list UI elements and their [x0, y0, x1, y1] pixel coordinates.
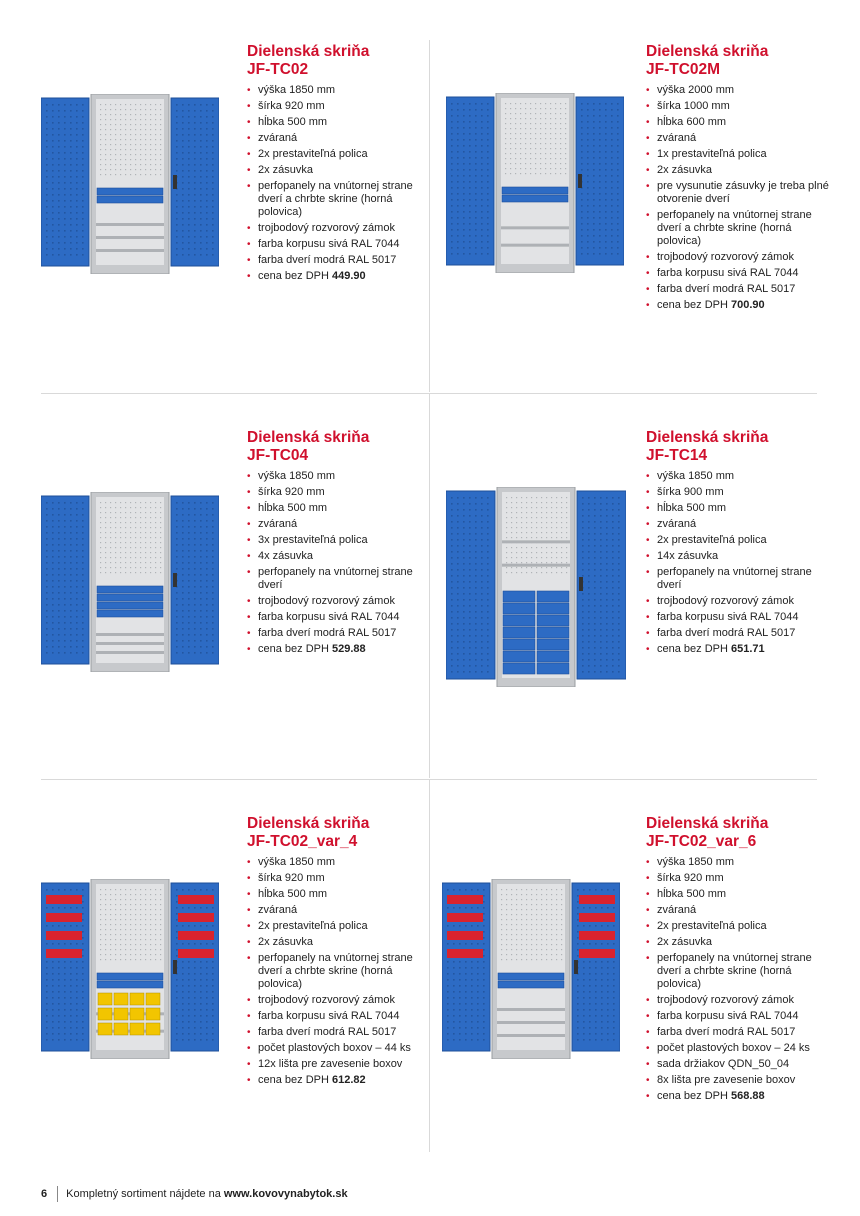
plastic-box	[178, 895, 214, 904]
drawer	[503, 615, 535, 626]
spec-item: • 2x zásuvka	[646, 936, 836, 949]
price-item	[247, 270, 437, 283]
shelf	[501, 226, 569, 229]
price-value: 700.90	[731, 299, 765, 311]
drawer	[97, 610, 163, 617]
price-item	[646, 299, 836, 312]
price-value: 449.90	[332, 270, 366, 282]
drawer	[97, 602, 163, 609]
spec-list	[646, 470, 836, 656]
spec-item: • 2x zásuvka	[646, 164, 836, 177]
spec-item: • šírka 900 mm	[646, 486, 836, 499]
lock-handle	[173, 573, 177, 587]
drawer	[537, 651, 569, 662]
shelf	[96, 642, 164, 645]
cabinet-image	[442, 879, 620, 1059]
spec-item: • farba dverí modrá RAL 5017	[646, 283, 836, 296]
spec-item: • farba korpusu sivá RAL 7044	[247, 1010, 437, 1023]
spec-item: • výška 2000 mm	[646, 84, 836, 97]
page-footer	[41, 1186, 348, 1202]
spec-item: • zváraná	[646, 904, 836, 917]
lock-handle	[173, 175, 177, 189]
drawer	[498, 981, 564, 988]
spec-item: • zváraná	[646, 132, 836, 145]
plastic-box	[579, 949, 615, 958]
price-label: cena bez DPH	[657, 299, 728, 311]
spec-item: • zváraná	[247, 518, 437, 531]
plastic-box	[178, 913, 214, 922]
spec-item: • trojbodový rozvorový zámok	[646, 994, 836, 1007]
product-card	[440, 43, 840, 403]
footer-text: Kompletný sortiment nájdete na	[66, 1188, 221, 1200]
drawer	[97, 973, 163, 980]
spec-item: • hĺbka 500 mm	[247, 888, 437, 901]
spec-item: • perfopanely na vnútornej strane dverí a chrbte skrine (horná polovica)	[247, 952, 437, 991]
lock-handle	[578, 174, 582, 188]
spec-item: • farba dverí modrá RAL 5017	[247, 254, 437, 267]
product-info	[646, 815, 836, 1106]
plastic-box	[46, 931, 82, 940]
plastic-box	[178, 931, 214, 940]
spec-list	[646, 84, 836, 312]
spec-item: • 2x prestaviteľná polica	[247, 920, 437, 933]
spec-item: • šírka 920 mm	[247, 486, 437, 499]
price-item	[646, 643, 836, 656]
plastic-box	[447, 913, 483, 922]
product-model: JF-TC04	[247, 447, 309, 464]
plastic-box	[146, 993, 160, 1005]
spec-item: • výška 1850 mm	[247, 470, 437, 483]
spec-list	[646, 856, 836, 1103]
plastic-box	[114, 1008, 128, 1020]
shelf	[96, 651, 164, 654]
spec-item: • 2x zásuvka	[247, 164, 437, 177]
product-info	[247, 429, 437, 659]
price-value: 612.82	[332, 1074, 366, 1086]
spec-item: • farba dverí modrá RAL 5017	[646, 627, 836, 640]
product-model: JF-TC02	[247, 61, 309, 78]
spec-item: • hĺbka 500 mm	[247, 502, 437, 515]
spec-item: • trojbodový rozvorový zámok	[646, 251, 836, 264]
spec-item: • farba korpusu sivá RAL 7044	[646, 611, 836, 624]
product-card	[41, 43, 441, 403]
shelf	[497, 1008, 565, 1011]
product-model: JF-TC14	[646, 447, 708, 464]
plastic-box	[114, 1023, 128, 1035]
plastic-box	[130, 1023, 144, 1035]
product-card	[41, 429, 441, 789]
price-label: cena bez DPH	[657, 643, 728, 655]
product-card	[41, 815, 441, 1175]
lock-handle	[574, 960, 578, 974]
drawer	[97, 981, 163, 988]
product-card	[440, 815, 840, 1175]
plastic-box	[46, 895, 82, 904]
spec-item: • šírka 920 mm	[247, 100, 437, 113]
price-item	[247, 643, 437, 656]
drawer	[537, 639, 569, 650]
plastic-box	[447, 895, 483, 904]
lock-handle	[579, 577, 583, 591]
spec-item: • 8x lišta pre zavesenie boxov	[646, 1074, 836, 1087]
product-model: JF-TC02_var_4	[247, 833, 358, 850]
product-title-line1: Dielenská skriňa	[646, 429, 769, 446]
page-number: 6	[41, 1188, 48, 1200]
plastic-box	[447, 949, 483, 958]
drawer	[503, 603, 535, 614]
spec-item: • 3x prestaviteľná polica	[247, 534, 437, 547]
spec-item: • trojbodový rozvorový zámok	[247, 595, 437, 608]
product-title	[646, 43, 836, 79]
plastic-box	[146, 1023, 160, 1035]
product-model: JF-TC02_var_6	[646, 833, 757, 850]
spec-item: • výška 1850 mm	[247, 856, 437, 869]
price-value: 651.71	[731, 643, 765, 655]
price-label: cena bez DPH	[657, 1090, 728, 1102]
product-info	[646, 43, 836, 315]
plastic-box	[579, 913, 615, 922]
drawer	[97, 196, 163, 203]
spec-item: • farba korpusu sivá RAL 7044	[646, 1010, 836, 1023]
spec-item: • perfopanely na vnútornej strane dverí	[646, 566, 836, 592]
drawer	[502, 195, 568, 202]
spec-item: • hĺbka 500 mm	[646, 888, 836, 901]
product-title	[247, 429, 437, 465]
drawer	[503, 591, 535, 602]
cabinet-interior	[497, 884, 565, 1050]
spec-item: • perfopanely na vnútornej strane dverí a chrbte skrine (horná polovica)	[247, 180, 437, 219]
cabinet-image	[41, 492, 219, 672]
product-title-line1: Dielenská skriňa	[247, 43, 370, 60]
spec-item: • farba dverí modrá RAL 5017	[646, 1026, 836, 1039]
spec-item: • farba dverí modrá RAL 5017	[247, 627, 437, 640]
spec-item: • farba korpusu sivá RAL 7044	[247, 238, 437, 251]
drawer	[97, 188, 163, 195]
spec-item: • počet plastových boxov – 24 ks	[646, 1042, 836, 1055]
spec-item: • 4x zásuvka	[247, 550, 437, 563]
plastic-box	[46, 913, 82, 922]
drawer	[503, 651, 535, 662]
product-title-line1: Dielenská skriňa	[646, 815, 769, 832]
spec-item: • hĺbka 600 mm	[646, 116, 836, 129]
cabinet-interior	[501, 98, 569, 264]
drawer	[97, 586, 163, 593]
price-label: cena bez DPH	[258, 643, 329, 655]
drawer	[537, 603, 569, 614]
drawer	[537, 663, 569, 674]
spec-item: • šírka 920 mm	[646, 872, 836, 885]
shelf	[96, 249, 164, 252]
cabinet-interior	[96, 497, 164, 663]
price-value: 568.88	[731, 1090, 765, 1102]
spec-item: • farba dverí modrá RAL 5017	[247, 1026, 437, 1039]
spec-item: • hĺbka 500 mm	[247, 116, 437, 129]
drawer	[97, 594, 163, 601]
spec-item: • perfopanely na vnútornej strane dverí a chrbte skrine (horná polovica)	[646, 952, 836, 991]
drawer	[537, 615, 569, 626]
cabinet-image	[41, 94, 219, 274]
plastic-box	[130, 993, 144, 1005]
plastic-box	[579, 931, 615, 940]
drawer	[503, 639, 535, 650]
spec-item: • farba korpusu sivá RAL 7044	[247, 611, 437, 624]
spec-list	[247, 856, 437, 1087]
drawer	[498, 973, 564, 980]
product-title	[247, 815, 437, 851]
spec-item: • zváraná	[646, 518, 836, 531]
spec-item: • 2x zásuvka	[247, 936, 437, 949]
plastic-box	[178, 949, 214, 958]
right-door	[577, 491, 626, 679]
plastic-box	[46, 949, 82, 958]
shelf	[96, 223, 164, 226]
drawer	[537, 627, 569, 638]
product-info	[247, 43, 437, 286]
spec-item: • počet plastových boxov – 44 ks	[247, 1042, 437, 1055]
footer-divider	[57, 1186, 58, 1202]
spec-item: • hĺbka 500 mm	[646, 502, 836, 515]
product-title	[646, 815, 836, 851]
shelf	[502, 564, 570, 567]
drawer	[503, 663, 535, 674]
price-value: 529.88	[332, 643, 366, 655]
product-title	[646, 429, 836, 465]
price-item	[247, 1074, 437, 1087]
spec-item: • 2x prestaviteľná polica	[646, 920, 836, 933]
spec-item: • pre vysunutie zásuvky je treba plné otvorenie dverí	[646, 180, 836, 206]
product-title-line1: Dielenská skriňa	[247, 815, 370, 832]
cabinet-image	[41, 879, 219, 1059]
spec-item: • perfopanely na vnútornej strane dverí	[247, 566, 437, 592]
spec-item: • výška 1850 mm	[646, 470, 836, 483]
product-card	[440, 429, 840, 789]
price-label: cena bez DPH	[258, 270, 329, 282]
spec-item: • perfopanely na vnútornej strane dverí a chrbte skrine (horná polovica)	[646, 209, 836, 248]
plastic-box	[98, 1023, 112, 1035]
plastic-box	[146, 1008, 160, 1020]
spec-item: • šírka 1000 mm	[646, 100, 836, 113]
cabinet-image	[446, 93, 624, 273]
price-item	[646, 1090, 836, 1103]
plastic-box	[98, 1008, 112, 1020]
product-title-line1: Dielenská skriňa	[247, 429, 370, 446]
spec-item: • 2x prestaviteľná polica	[247, 148, 437, 161]
drawer	[537, 591, 569, 602]
spec-item: • výška 1850 mm	[646, 856, 836, 869]
spec-list	[247, 84, 437, 283]
website-link[interactable]: www.kovovynabytok.sk	[223, 1188, 348, 1200]
spec-item: • sada držiakov QDN_50_04	[646, 1058, 836, 1071]
cabinet-interior	[96, 99, 164, 265]
spec-item: • trojbodový rozvorový zámok	[247, 994, 437, 1007]
shelf	[502, 540, 570, 543]
cabinet-image	[446, 487, 626, 687]
product-info	[247, 815, 437, 1090]
shelf	[501, 244, 569, 247]
spec-item: • 1x prestaviteľná polica	[646, 148, 836, 161]
spec-item: • 12x lišta pre zavesenie boxov	[247, 1058, 437, 1071]
plastic-box	[114, 993, 128, 1005]
price-label: cena bez DPH	[258, 1074, 329, 1086]
spec-item: • výška 1850 mm	[247, 84, 437, 97]
plastic-box	[447, 931, 483, 940]
spec-item: • farba korpusu sivá RAL 7044	[646, 267, 836, 280]
spec-item: • trojbodový rozvorový zámok	[247, 222, 437, 235]
lock-handle	[173, 960, 177, 974]
spec-item: • 2x prestaviteľná polica	[646, 534, 836, 547]
product-title-line1: Dielenská skriňa	[646, 43, 769, 60]
spec-item: • šírka 920 mm	[247, 872, 437, 885]
spec-item: • 14x zásuvka	[646, 550, 836, 563]
plastic-box	[98, 993, 112, 1005]
spec-list	[247, 470, 437, 656]
plastic-box	[130, 1008, 144, 1020]
product-model: JF-TC02M	[646, 61, 721, 78]
spec-item: • zváraná	[247, 132, 437, 145]
shelf	[96, 236, 164, 239]
drawer	[503, 627, 535, 638]
shelf	[96, 633, 164, 636]
plastic-box	[579, 895, 615, 904]
spec-item: • zváraná	[247, 904, 437, 917]
product-title	[247, 43, 437, 79]
shelf	[497, 1021, 565, 1024]
left-door	[446, 491, 495, 679]
drawer	[502, 187, 568, 194]
spec-item: • trojbodový rozvorový zámok	[646, 595, 836, 608]
product-info	[646, 429, 836, 659]
shelf	[497, 1034, 565, 1037]
